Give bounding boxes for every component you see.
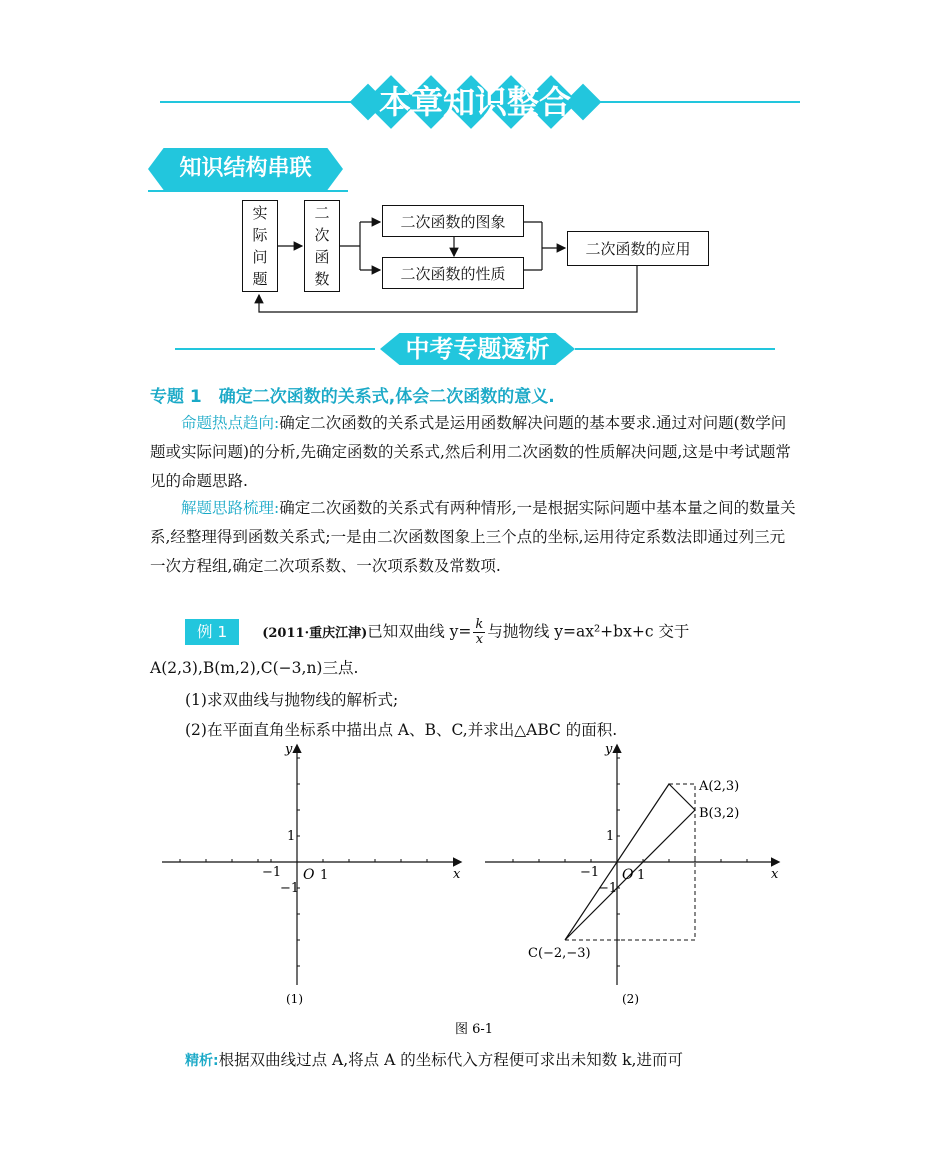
point-c-label: C(−2,−3) xyxy=(528,946,591,961)
topic-heading: 专题 1 确定二次函数的关系式,体会二次函数的意义. xyxy=(150,387,555,407)
tick-label: −1 xyxy=(580,865,600,880)
tick-label: 1 xyxy=(287,829,296,844)
flow-char: 实 xyxy=(252,204,268,222)
axis-y-label: y xyxy=(285,742,293,757)
tick-label: 1 xyxy=(606,829,615,844)
axis-y-label: y xyxy=(605,742,613,757)
example-text: 与抛物线 y=ax²+bx+c 交于 xyxy=(487,622,690,641)
analysis-line xyxy=(185,1048,683,1070)
flow-char: 问 xyxy=(252,248,268,266)
flow-char: 际 xyxy=(252,226,268,244)
flow-box-graph: 二次函数的图象 xyxy=(382,205,524,237)
para-text: 确定二次函数的关系式是运用函数解决问题的基本要求.通过对问题(数学问题或实际问题)的分析,先确定函数的关系式,然后利用二次函数的性质解决问题,这是中考试题常见的命题思路. xyxy=(150,414,791,490)
chapter-title: 本章知识整合 xyxy=(378,83,571,121)
section-title: 中考专题透析 xyxy=(405,335,550,363)
question-1: (1)求双曲线与抛物线的解析式; xyxy=(185,691,399,709)
example-line2: A(2,3),B(m,2),C(−3,n)三点. xyxy=(150,659,359,677)
origin-label: O xyxy=(622,867,634,883)
flow-box-properties: 二次函数的性质 xyxy=(382,257,524,289)
tick-label: 1 xyxy=(320,868,329,883)
example-tag: 例 1 xyxy=(185,619,239,645)
flow-char: 数 xyxy=(314,270,330,288)
fraction-denominator: x xyxy=(475,632,484,647)
example-text: 已知双曲线 y= xyxy=(367,622,472,641)
fraction-numerator: k xyxy=(475,617,484,632)
flow-char: 次 xyxy=(314,226,330,244)
flow-char: 函 xyxy=(314,248,330,266)
figure-1 xyxy=(162,742,461,1006)
point-b-label: B(3,2) xyxy=(699,806,740,821)
figure-label: (2) xyxy=(622,992,639,1006)
analysis-text: 根据双曲线过点 A,将点 A 的坐标代入方程便可求出未知数 k,进而可 xyxy=(218,1051,683,1069)
figure-label: (1) xyxy=(286,992,303,1006)
para-label: 命题热点趋向: xyxy=(181,414,280,432)
section-title: 知识结构串联 xyxy=(179,156,312,181)
tick-label: −1 xyxy=(280,881,300,896)
tick-label: −1 xyxy=(598,881,618,896)
axis-x-label: x xyxy=(453,867,461,882)
analysis-label: 精析: xyxy=(185,1053,219,1069)
flow-char: 题 xyxy=(252,270,268,288)
figure-2 xyxy=(485,742,779,1006)
tick-label: 1 xyxy=(637,868,646,883)
origin-label: O xyxy=(303,867,315,883)
axis-x-label: x xyxy=(771,867,779,882)
flow-char: 二 xyxy=(314,204,330,222)
figure-caption: 图 6-1 xyxy=(455,1022,494,1037)
tick-label: −1 xyxy=(262,865,282,880)
question-2: (2)在平面直角坐标系中描出点 A、B、C,并求出△ABC 的面积. xyxy=(185,721,618,739)
point-a-label: A(2,3) xyxy=(699,779,740,794)
example-source: (2011·重庆江津) xyxy=(262,625,368,641)
para-text: 确定二次函数的关系式有两种情形,一是根据实际问题中基本量之间的数量关系,经整理得到函数关系式;一是由二次函数图象上三个点的坐标,运用待定系数法即通过列三元一次方程组,确定二次项系数、一次项系数及常数项. xyxy=(150,499,796,575)
para-label: 解题思路梳理: xyxy=(181,499,280,517)
flow-box-application: 二次函数的应用 xyxy=(567,231,709,266)
